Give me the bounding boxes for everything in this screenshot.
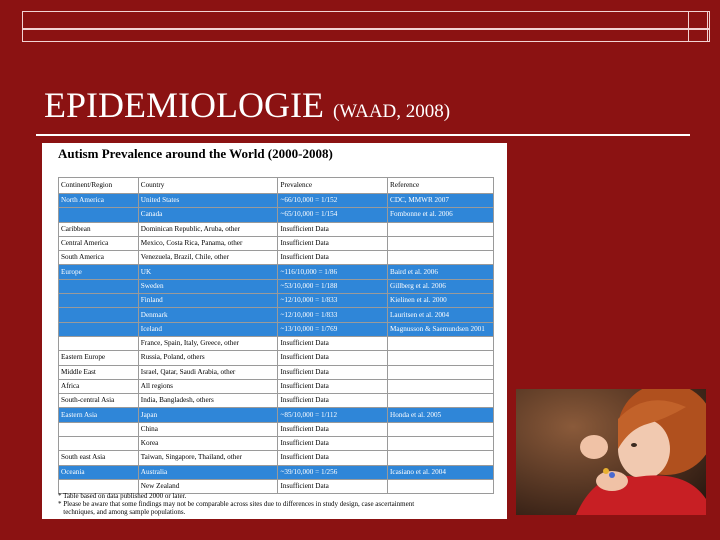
table-cell-country: Japan [138,408,278,422]
table-cell-region [59,322,139,336]
table-row [59,408,494,422]
slide-subtitle: (WAAD, 2008) [332,101,451,122]
table-cell-prevalence: ~85/10,000 = 1/112 [278,408,388,422]
prevalence-table [58,177,494,494]
table-cell-reference: Magnusson & Saemundsen 2001 [388,322,494,336]
table-cell-region: South America [59,251,139,265]
column-header: Country [138,178,278,194]
table-cell-reference [388,365,494,379]
table-cell-reference: Honda et al. 2005 [388,408,494,422]
table-cell-reference: Baird et al. 2006 [388,265,494,279]
table-notes [58,492,414,516]
slide-title-text: EPIDEMIOLOGIE [44,85,324,125]
table-row [59,394,494,408]
table-row [59,194,494,208]
table-cell-region: Caribbean [59,222,139,236]
table-cell-region: Eastern Europe [59,351,139,365]
table-cell-region [59,437,139,451]
table-cell-prevalence: Insufficient Data [278,236,388,250]
table-cell-country: Korea [138,437,278,451]
note-line: techniques, and among sample populations. [58,508,186,516]
table-cell-country: Australia [138,465,278,479]
table-cell-prevalence: ~39/10,000 = 1/256 [278,465,388,479]
table-cell-country: UK [138,265,278,279]
table-cell-reference [388,379,494,393]
top-decor-bar [22,11,710,29]
corner-decor-box-lower [688,29,708,42]
table-cell-reference [388,422,494,436]
table-heading: Autism Prevalence around the World (2000-2008) [58,146,333,161]
table-cell-prevalence: Insufficient Data [278,365,388,379]
table-cell-prevalence: ~13/10,000 = 1/769 [278,322,388,336]
table-cell-country: Russia, Poland, others [138,351,278,365]
top-decor-bar-lower [22,29,710,42]
table-row [59,279,494,293]
table-cell-region [59,308,139,322]
table-cell-country: Iceland [138,322,278,336]
table-cell-reference [388,394,494,408]
table-cell-prevalence: ~12/10,000 = 1/833 [278,294,388,308]
table-row [59,308,494,322]
table-row [59,208,494,222]
table-cell-prevalence: ~116/10,000 = 1/86 [278,265,388,279]
table-cell-prevalence: ~12/10,000 = 1/833 [278,308,388,322]
table-cell-reference: Icasiano et al. 2004 [388,465,494,479]
table-cell-prevalence: Insufficient Data [278,222,388,236]
table-row [59,379,494,393]
table-cell-prevalence: Insufficient Data [278,379,388,393]
table-header-row [59,178,494,194]
table-cell-region: Europe [59,265,139,279]
note-line: * Please be aware that some findings may not be comparable across sites due to differences in study design, case ascertainment [58,500,415,508]
table-cell-country: Israel, Qatar, Saudi Arabia, other [138,365,278,379]
slide-title [44,84,450,126]
table-cell-reference: Gillberg et al. 2006 [388,279,494,293]
table-cell-region: South east Asia [59,451,139,465]
table-cell-region [59,422,139,436]
table-cell-prevalence: Insufficient Data [278,451,388,465]
child-photo [516,389,706,515]
table-cell-prevalence: ~66/10,000 = 1/152 [278,194,388,208]
corner-decor-box [688,11,708,29]
table-cell-prevalence: Insufficient Data [278,351,388,365]
table-row [59,251,494,265]
table-cell-prevalence: Insufficient Data [278,479,388,493]
table-cell-country: Denmark [138,308,278,322]
note-line: * Table based on data published 2000 or later. [58,492,187,500]
column-header: Continent/Region [59,178,139,194]
title-underline [36,134,690,136]
table-cell-prevalence: Insufficient Data [278,251,388,265]
column-header: Reference [388,178,494,194]
table-row [59,265,494,279]
table-cell-reference [388,222,494,236]
table-cell-region [59,336,139,350]
table-cell-reference [388,336,494,350]
table-cell-prevalence: Insufficient Data [278,422,388,436]
table-row [59,437,494,451]
table-cell-reference: Fombonne et al. 2006 [388,208,494,222]
table-cell-country: France, Spain, Italy, Greece, other [138,336,278,350]
prevalence-table-image [42,143,507,519]
table-cell-prevalence: Insufficient Data [278,394,388,408]
table-cell-region: Africa [59,379,139,393]
table-cell-region [59,208,139,222]
table-cell-prevalence: ~65/10,000 = 1/154 [278,208,388,222]
table-cell-prevalence: Insufficient Data [278,437,388,451]
child-photo-illustration [516,389,706,515]
table-cell-region: Middle East [59,365,139,379]
table-cell-reference: Lauritsen et al. 2004 [388,308,494,322]
table-cell-reference: Kielinen et al. 2000 [388,294,494,308]
table-cell-country: Finland [138,294,278,308]
table-cell-prevalence: ~53/10,000 = 1/188 [278,279,388,293]
table-cell-prevalence: Insufficient Data [278,336,388,350]
table-cell-reference [388,351,494,365]
table-cell-country: Sweden [138,279,278,293]
table-cell-region [59,279,139,293]
table-row [59,336,494,350]
table-row [59,351,494,365]
table-cell-region: Eastern Asia [59,408,139,422]
table-cell-region: North America [59,194,139,208]
table-cell-region: Central America [59,236,139,250]
table-cell-country: New Zealand [138,479,278,493]
table-cell-reference: CDC, MMWR 2007 [388,194,494,208]
table-row [59,236,494,250]
table-cell-region [59,294,139,308]
table-cell-country: Mexico, Costa Rica, Panama, other [138,236,278,250]
table-cell-country: Dominican Republic, Aruba, other [138,222,278,236]
table-cell-reference [388,451,494,465]
table-row [59,451,494,465]
table-cell-country: Venezuela, Brazil, Chile, other [138,251,278,265]
table-row [59,365,494,379]
table-cell-country: Taiwan, Singapore, Thailand, other [138,451,278,465]
table-cell-reference [388,251,494,265]
table-row [59,422,494,436]
table-row [59,465,494,479]
table-cell-country: United States [138,194,278,208]
table-body [59,194,494,494]
table-cell-region: Oceania [59,465,139,479]
table-cell-country: India, Bangladesh, others [138,394,278,408]
table-cell-country: China [138,422,278,436]
table-row [59,322,494,336]
column-header: Prevalence [278,178,388,194]
table-cell-country: Canada [138,208,278,222]
table-cell-reference [388,236,494,250]
table-cell-reference [388,437,494,451]
table-row [59,222,494,236]
table-row [59,294,494,308]
table-cell-country: All regions [138,379,278,393]
table-cell-region: South-central Asia [59,394,139,408]
